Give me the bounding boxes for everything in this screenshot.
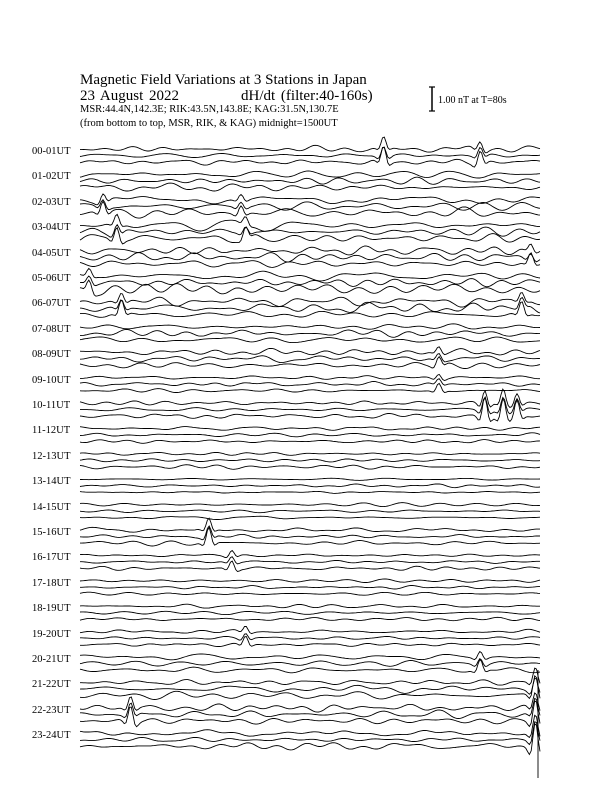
trace-line: [80, 379, 540, 387]
hour-label: 13-14UT: [32, 476, 71, 488]
trace-line: [80, 427, 540, 431]
hour-label: 12-13UT: [32, 450, 71, 462]
hour-label: 03-04UT: [32, 222, 71, 234]
hour-label: 14-15UT: [32, 501, 71, 513]
hour-label: 05-06UT: [32, 273, 71, 284]
trace-line: [80, 652, 540, 660]
trace-line: [80, 678, 540, 694]
trace-line: [80, 659, 540, 667]
hour-label: 22-23UT: [32, 704, 71, 716]
trace-line: [80, 561, 540, 572]
trace-line: [80, 478, 540, 480]
hour-label: 07-08UT: [32, 323, 71, 335]
trace-line: [80, 147, 540, 167]
hour-label: 01-02UT: [32, 171, 71, 183]
hour-label: 11-12UT: [32, 425, 71, 437]
hour-label: 18-19UT: [32, 603, 71, 615]
trace-line: [80, 253, 540, 262]
hour-label: 21-22UT: [32, 679, 71, 691]
trace-line: [80, 491, 540, 493]
hour-label: 00-01UT: [32, 146, 71, 157]
date-label: 23 August 2022: [80, 88, 180, 104]
trace-line: [80, 137, 540, 153]
trace-line: [80, 503, 540, 507]
trace-line: [80, 329, 540, 337]
hour-label: 04-05UT: [32, 247, 71, 259]
hour-label: 17-18UT: [32, 577, 71, 589]
trace-line: [80, 557, 540, 564]
quantity-label: dH/dt (filter:40-160s): [241, 88, 373, 104]
trace-line: [80, 440, 540, 444]
hour-label: 16-17UT: [32, 552, 71, 564]
trace-line: [80, 518, 540, 532]
trace-line: [80, 510, 540, 513]
trace-line: [80, 397, 540, 414]
trace-line: [80, 484, 540, 488]
hour-label: 08-09UT: [32, 349, 71, 361]
station-coordinates: MSR:44.4N,142.3E; RIK:43.5N,143.8E; KAG:31.5N,130.7E: [80, 104, 339, 115]
trace-line: [80, 698, 540, 718]
trace-line: [80, 227, 540, 244]
trace-line: [80, 194, 540, 205]
trace-line: [80, 627, 540, 634]
trace-line: [80, 604, 540, 608]
trace-line: [80, 433, 540, 437]
trace-line: [80, 201, 540, 218]
trace-line: [80, 452, 540, 455]
trace-line: [80, 347, 540, 355]
hour-label: 23-24UT: [32, 730, 71, 742]
hour-label: 19-20UT: [32, 628, 71, 640]
trace-line: [80, 634, 540, 640]
trace-line: [80, 516, 540, 519]
trace-line: [80, 389, 540, 407]
trace-line: [80, 171, 540, 178]
trace-line: [80, 611, 540, 614]
trace-line: [80, 374, 540, 380]
trace-line: [80, 225, 540, 237]
trace-line: [80, 280, 540, 296]
hour-label: 10-11UT: [32, 400, 71, 411]
trace-line: [80, 214, 540, 231]
trace-line: [80, 147, 540, 158]
trace-line: [80, 244, 540, 255]
trace-line: [80, 465, 540, 470]
trace-line: [80, 253, 540, 268]
hour-label: 06-07UT: [32, 298, 71, 310]
trace-line: [80, 526, 540, 540]
station-order-note: (from bottom to top, MSR, RIK, & KAG) midnight=1500UT: [80, 118, 338, 129]
hour-label: 02-03UT: [32, 196, 71, 208]
trace-line: [80, 183, 540, 191]
trace-line: [80, 298, 540, 314]
trace-line: [80, 551, 540, 558]
hour-label: 20-21UT: [32, 654, 71, 665]
trace-line: [80, 579, 540, 583]
trace-line: [80, 459, 540, 462]
trace-line: [80, 177, 540, 184]
trace-line: [80, 200, 540, 211]
trace-line: [80, 293, 540, 308]
trace-line: [80, 324, 540, 329]
trace-line: [80, 617, 540, 620]
trace-line: [80, 301, 540, 318]
hour-label: 15-16UT: [32, 527, 71, 538]
trace-line: [80, 337, 540, 343]
chart-title: Magnetic Field Variations at 3 Stations in Japan: [80, 72, 367, 88]
hour-label: 09-10UT: [32, 374, 71, 386]
trace-line: [80, 660, 540, 673]
trace-line: [80, 722, 540, 745]
scale-label: 1.00 nT at T=80s: [438, 95, 507, 106]
trace-line: [80, 592, 540, 595]
trace-line: [80, 586, 540, 590]
trace-line: [80, 383, 540, 392]
trace-line: [80, 676, 540, 700]
trace-line: [80, 715, 540, 737]
